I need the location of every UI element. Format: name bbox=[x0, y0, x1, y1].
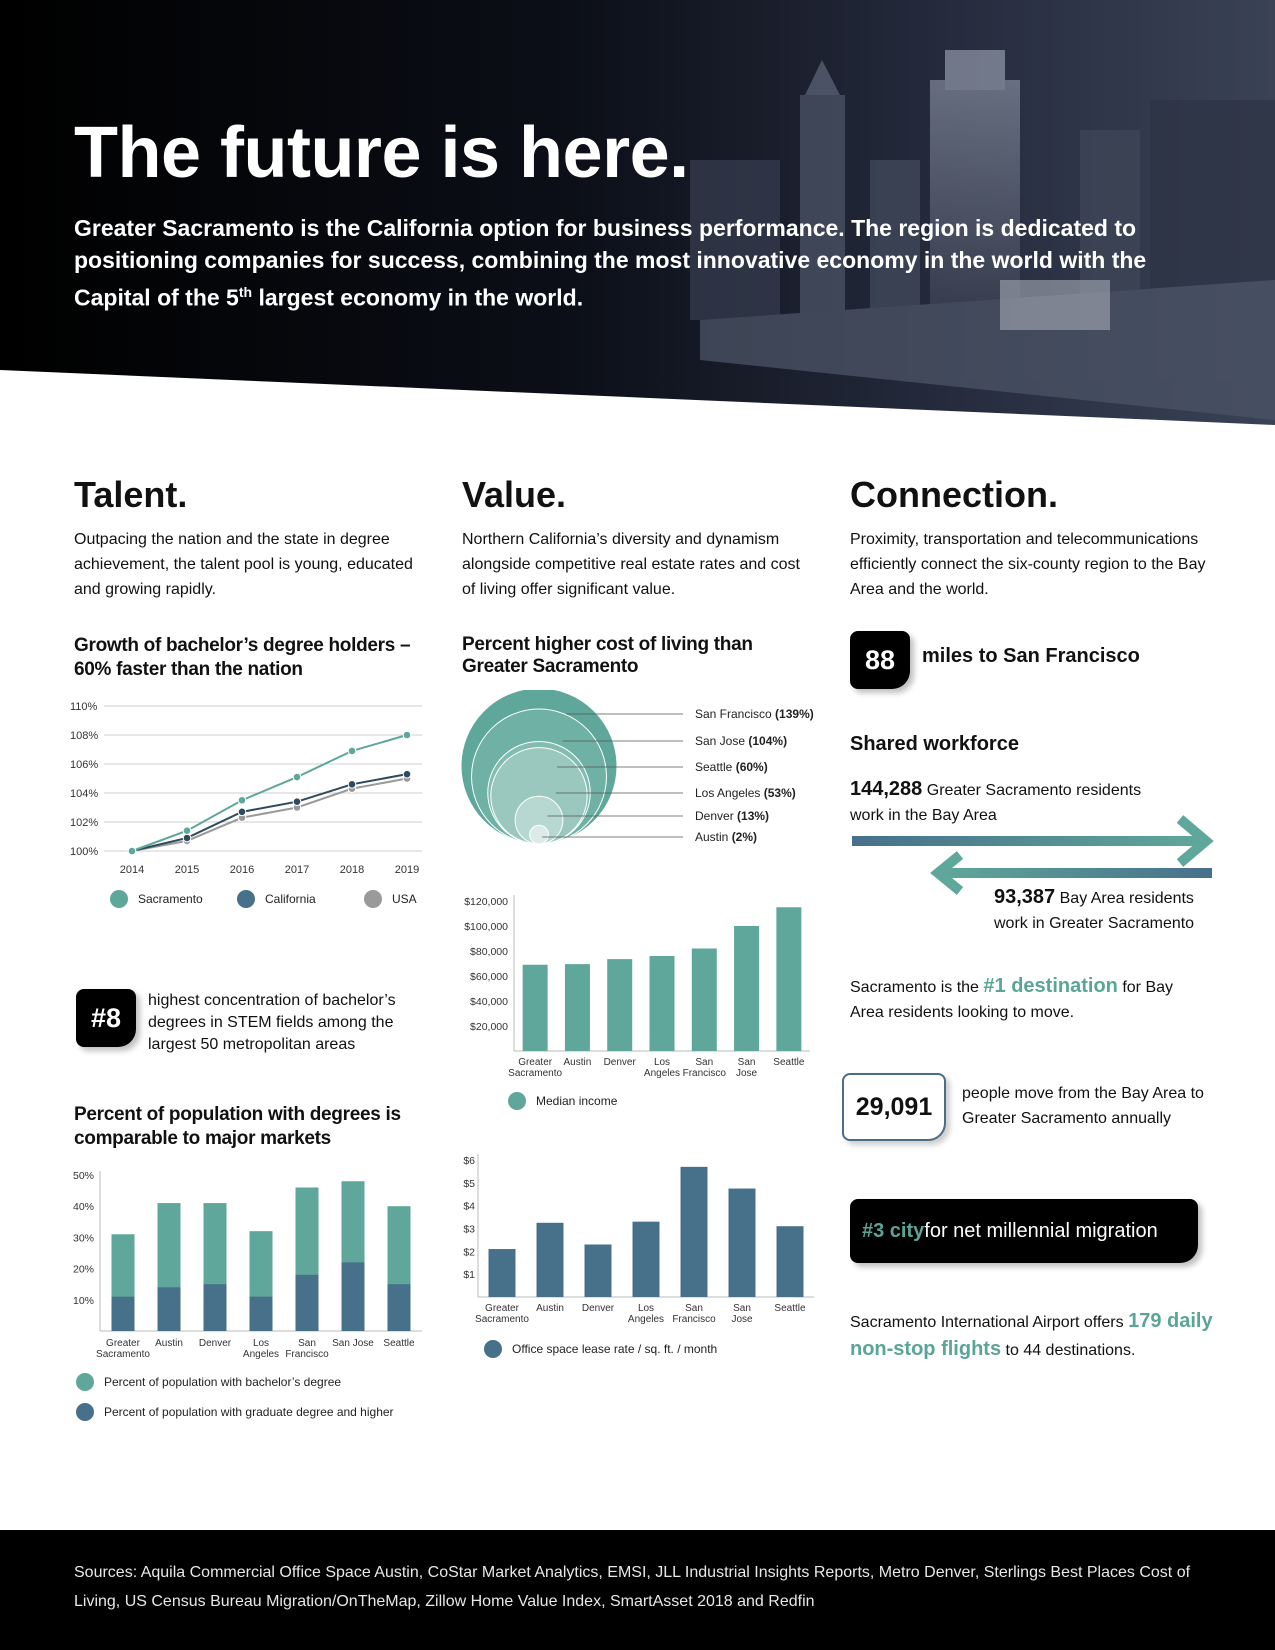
miles-badge: 88 bbox=[850, 631, 910, 689]
bar-graduate bbox=[204, 1284, 227, 1331]
bubble-label-value: (2%) bbox=[731, 830, 758, 844]
x-tick-label: Greater bbox=[106, 1338, 140, 1349]
y-tick-label: 40% bbox=[72, 1201, 94, 1214]
growth-line-chart bbox=[70, 690, 430, 880]
x-tick-label: Seattle bbox=[774, 1303, 806, 1314]
bar bbox=[585, 1244, 612, 1297]
y-tick-label: 20% bbox=[72, 1263, 94, 1276]
y-tick-label: $2 bbox=[463, 1246, 475, 1259]
y-tick-label: 108% bbox=[70, 730, 99, 742]
move-count-badge: 29,091 bbox=[842, 1073, 946, 1141]
bubble-label-value: (53%) bbox=[763, 786, 796, 800]
bubble-label bbox=[695, 734, 787, 748]
bubble-label-value: (104%) bbox=[748, 734, 788, 748]
bubble-label bbox=[695, 830, 757, 844]
bar bbox=[489, 1249, 516, 1297]
bubble-label bbox=[695, 809, 769, 823]
y-tick-label: $40,000 bbox=[470, 996, 508, 1008]
bar-graduate bbox=[342, 1262, 365, 1331]
talent-heading: Talent. bbox=[74, 474, 188, 515]
cost-of-living-bubble-chart bbox=[455, 690, 835, 860]
x-tick-label: Jose bbox=[736, 1068, 758, 1079]
x-tick-label: Francisco bbox=[672, 1314, 716, 1325]
legend-dot bbox=[237, 890, 255, 908]
stem-text: highest concentration of bachelor’s degrees in STEM fields among the largest 50 metropolitan areas bbox=[148, 992, 396, 1053]
legend-dot bbox=[76, 1403, 94, 1421]
y-tick-label: $5 bbox=[463, 1177, 475, 1190]
y-tick-label: 102% bbox=[70, 817, 99, 829]
bar bbox=[523, 965, 548, 1051]
page-title: The future is here. bbox=[74, 113, 689, 193]
destination-text: Sacramento is the #1 destination for Bay Area residents looking to move. bbox=[850, 975, 1174, 1021]
x-tick-label: Angeles bbox=[643, 1068, 681, 1079]
workforce-in-text: 93,387 Bay Area residents work in Greater Sacramento bbox=[994, 886, 1195, 932]
data-point bbox=[403, 770, 411, 778]
x-tick-label: San bbox=[298, 1338, 316, 1349]
y-tick-label: 100% bbox=[70, 846, 99, 858]
degrees-chart-title: Percent of population with degrees is comparable to major markets bbox=[74, 1104, 401, 1149]
millennial-badge: #3 city for net millennial migration bbox=[850, 1199, 1198, 1263]
office-legend: Office space lease rate / sq. ft. / month bbox=[484, 1340, 717, 1358]
x-tick-label: Los bbox=[252, 1338, 270, 1349]
x-tick-label: Jose bbox=[731, 1314, 753, 1325]
y-tick-label: 104% bbox=[70, 788, 99, 800]
legend-dot bbox=[508, 1092, 526, 1110]
data-point bbox=[348, 747, 356, 755]
growth-legend-sacramento: Sacramento bbox=[110, 890, 203, 908]
connection-heading: Connection. bbox=[850, 474, 1058, 515]
x-tick-label: San bbox=[733, 1303, 751, 1314]
bubble-label-value: (13%) bbox=[737, 809, 770, 823]
x-tick-label: 2015 bbox=[174, 864, 200, 876]
bar bbox=[776, 907, 801, 1051]
y-tick-label: $3 bbox=[463, 1223, 475, 1236]
x-tick-label: 2017 bbox=[284, 864, 310, 876]
workforce-out-text: 144,288 Greater Sacramento residents work in the Bay Area bbox=[850, 778, 1142, 824]
growth-legend-california: California bbox=[237, 890, 316, 908]
x-tick-label: Greater bbox=[518, 1057, 553, 1068]
legend-dot bbox=[76, 1373, 94, 1391]
bubble-label bbox=[695, 707, 814, 721]
data-point bbox=[293, 773, 301, 781]
legend-dot bbox=[364, 890, 382, 908]
bar bbox=[729, 1189, 756, 1297]
x-tick-label: Los bbox=[637, 1303, 655, 1314]
data-point bbox=[238, 808, 246, 816]
x-tick-label: San bbox=[695, 1057, 714, 1068]
arrow-right-icon bbox=[852, 819, 1206, 863]
degrees-legend-bachelor: Percent of population with bachelor’s degree bbox=[76, 1373, 341, 1391]
y-tick-label: 50% bbox=[72, 1170, 94, 1182]
x-tick-label: Sacramento bbox=[475, 1314, 529, 1325]
value-text: Northern California’s diversity and dynamism alongside competitive real estate rates and cost of living offer significant value. bbox=[462, 531, 800, 598]
legend-dot bbox=[110, 890, 128, 908]
x-tick-label: Denver bbox=[198, 1338, 232, 1349]
bar bbox=[681, 1167, 708, 1297]
bubble-label-name: Denver bbox=[695, 809, 738, 823]
y-tick-label: 106% bbox=[70, 759, 99, 771]
x-tick-label: San Jose bbox=[332, 1338, 374, 1349]
x-tick-label: Denver bbox=[603, 1057, 636, 1068]
y-tick-label: $80,000 bbox=[470, 946, 508, 958]
connection-text: Proximity, transportation and telecommunications efficiently connect the six-county region to the Bay Area and the world. bbox=[850, 531, 1206, 598]
bubble-label bbox=[695, 786, 796, 800]
bar-graduate bbox=[388, 1284, 411, 1331]
miles-text: miles to San Francisco bbox=[922, 645, 1140, 667]
bar-graduate bbox=[250, 1297, 273, 1331]
data-point bbox=[183, 834, 191, 842]
data-point bbox=[128, 847, 136, 855]
data-point bbox=[348, 781, 356, 789]
bubble-label-value: (60%) bbox=[735, 760, 768, 774]
x-tick-label: Greater bbox=[485, 1303, 519, 1314]
growth-chart-title: Growth of bachelor’s degree holders – 60% faster than the nation bbox=[74, 635, 411, 680]
bubble-label-name: Los Angeles bbox=[695, 786, 764, 800]
sources-text: Sources: Aquila Commercial Office Space Austin, CoStar Market Analytics, EMSI, JLL Industrial Insights Reports, Metro Denver, Sterlings Best Places Cost of Living, US Census Bureau Migration/OnTheMap, Zillow Home Value Index, SmartAsset 2018 and Redfin bbox=[74, 1564, 1191, 1610]
move-text: people move from the Bay Area to Greater Sacramento annually bbox=[962, 1085, 1204, 1127]
x-tick-label: Sacramento bbox=[96, 1349, 150, 1360]
bubble-austin bbox=[530, 825, 549, 844]
x-tick-label: Seattle bbox=[773, 1057, 805, 1068]
data-point bbox=[403, 731, 411, 739]
x-tick-label: Denver bbox=[581, 1303, 615, 1314]
bar bbox=[565, 964, 590, 1051]
y-tick-label: 30% bbox=[72, 1232, 94, 1245]
bubble-label-value: (139%) bbox=[775, 707, 814, 721]
data-point bbox=[183, 827, 191, 835]
bar bbox=[692, 949, 717, 1052]
bubble-label-name: Austin bbox=[695, 830, 732, 844]
y-tick-label: $120,000 bbox=[464, 896, 508, 908]
x-tick-label: Austin bbox=[536, 1303, 564, 1314]
data-point bbox=[238, 796, 246, 804]
x-tick-label: 2014 bbox=[119, 864, 145, 876]
median-income-bar-chart bbox=[452, 892, 814, 1082]
cost-chart-title: Percent higher cost of living than Greater Sacramento bbox=[462, 634, 753, 677]
x-tick-label: Francisco bbox=[285, 1349, 329, 1360]
data-point bbox=[293, 798, 301, 806]
footer bbox=[0, 1530, 1275, 1650]
value-heading: Value. bbox=[462, 474, 567, 515]
bubble-label bbox=[695, 760, 768, 774]
x-tick-label: Austin bbox=[563, 1057, 592, 1068]
bar bbox=[650, 956, 675, 1051]
bar bbox=[777, 1226, 804, 1297]
bubble-label-name: Seattle bbox=[695, 760, 736, 774]
airport-text: Sacramento International Airport offers 179 daily non-stop flights to 44 destinations. bbox=[850, 1310, 1213, 1360]
x-tick-label: Angeles bbox=[627, 1314, 665, 1325]
hero-banner bbox=[0, 0, 1275, 430]
bar-graduate bbox=[296, 1275, 319, 1331]
y-tick-label: $20,000 bbox=[470, 1021, 508, 1033]
x-tick-label: Los bbox=[653, 1057, 671, 1068]
page-subtitle: Greater Sacramento is the California option for business performance. The region is dedicated to positioning companies for success, combining the most innovative economy in the world with the Capital of the 5th largest economy in the world. bbox=[74, 215, 1147, 311]
income-legend: Median income bbox=[508, 1092, 617, 1110]
y-tick-label: 110% bbox=[70, 701, 98, 713]
x-tick-label: 2019 bbox=[394, 864, 420, 876]
workforce-title: Shared workforce bbox=[850, 733, 1019, 755]
x-tick-label: Sacramento bbox=[508, 1068, 563, 1079]
bar bbox=[537, 1223, 564, 1297]
stem-rank-badge: #8 bbox=[76, 989, 136, 1047]
y-tick-label: $6 bbox=[463, 1155, 475, 1167]
x-tick-label: 2018 bbox=[339, 864, 365, 876]
y-tick-label: $1 bbox=[463, 1269, 475, 1282]
bar bbox=[607, 959, 632, 1051]
x-tick-label: Austin bbox=[155, 1338, 183, 1349]
bar-graduate bbox=[158, 1287, 181, 1331]
y-tick-label: $4 bbox=[463, 1200, 475, 1213]
x-tick-label: San bbox=[737, 1057, 756, 1068]
office-lease-bar-chart bbox=[448, 1150, 818, 1330]
bar bbox=[734, 926, 759, 1051]
bubble-label-name: San Francisco bbox=[695, 707, 776, 721]
bar bbox=[633, 1222, 660, 1297]
talent-text: Outpacing the nation and the state in degree achievement, the talent pool is young, educated and growing rapidly. bbox=[74, 531, 413, 598]
degrees-legend-graduate: Percent of population with graduate degree and higher bbox=[76, 1403, 394, 1421]
bubble-label-name: San Jose bbox=[695, 734, 749, 748]
y-tick-label: $100,000 bbox=[464, 921, 508, 933]
y-tick-label: 10% bbox=[72, 1294, 94, 1307]
x-tick-label: San bbox=[685, 1303, 703, 1314]
degrees-stacked-bar-chart bbox=[64, 1165, 426, 1365]
bar-graduate bbox=[112, 1297, 135, 1331]
x-tick-label: Francisco bbox=[682, 1068, 726, 1079]
x-tick-label: 2016 bbox=[229, 864, 255, 876]
x-tick-label: Seattle bbox=[383, 1338, 415, 1349]
y-tick-label: $60,000 bbox=[470, 971, 508, 983]
x-tick-label: Angeles bbox=[242, 1349, 280, 1360]
growth-legend-usa: USA bbox=[364, 890, 417, 908]
workforce-arrows bbox=[850, 815, 1215, 895]
legend-dot bbox=[484, 1340, 502, 1358]
